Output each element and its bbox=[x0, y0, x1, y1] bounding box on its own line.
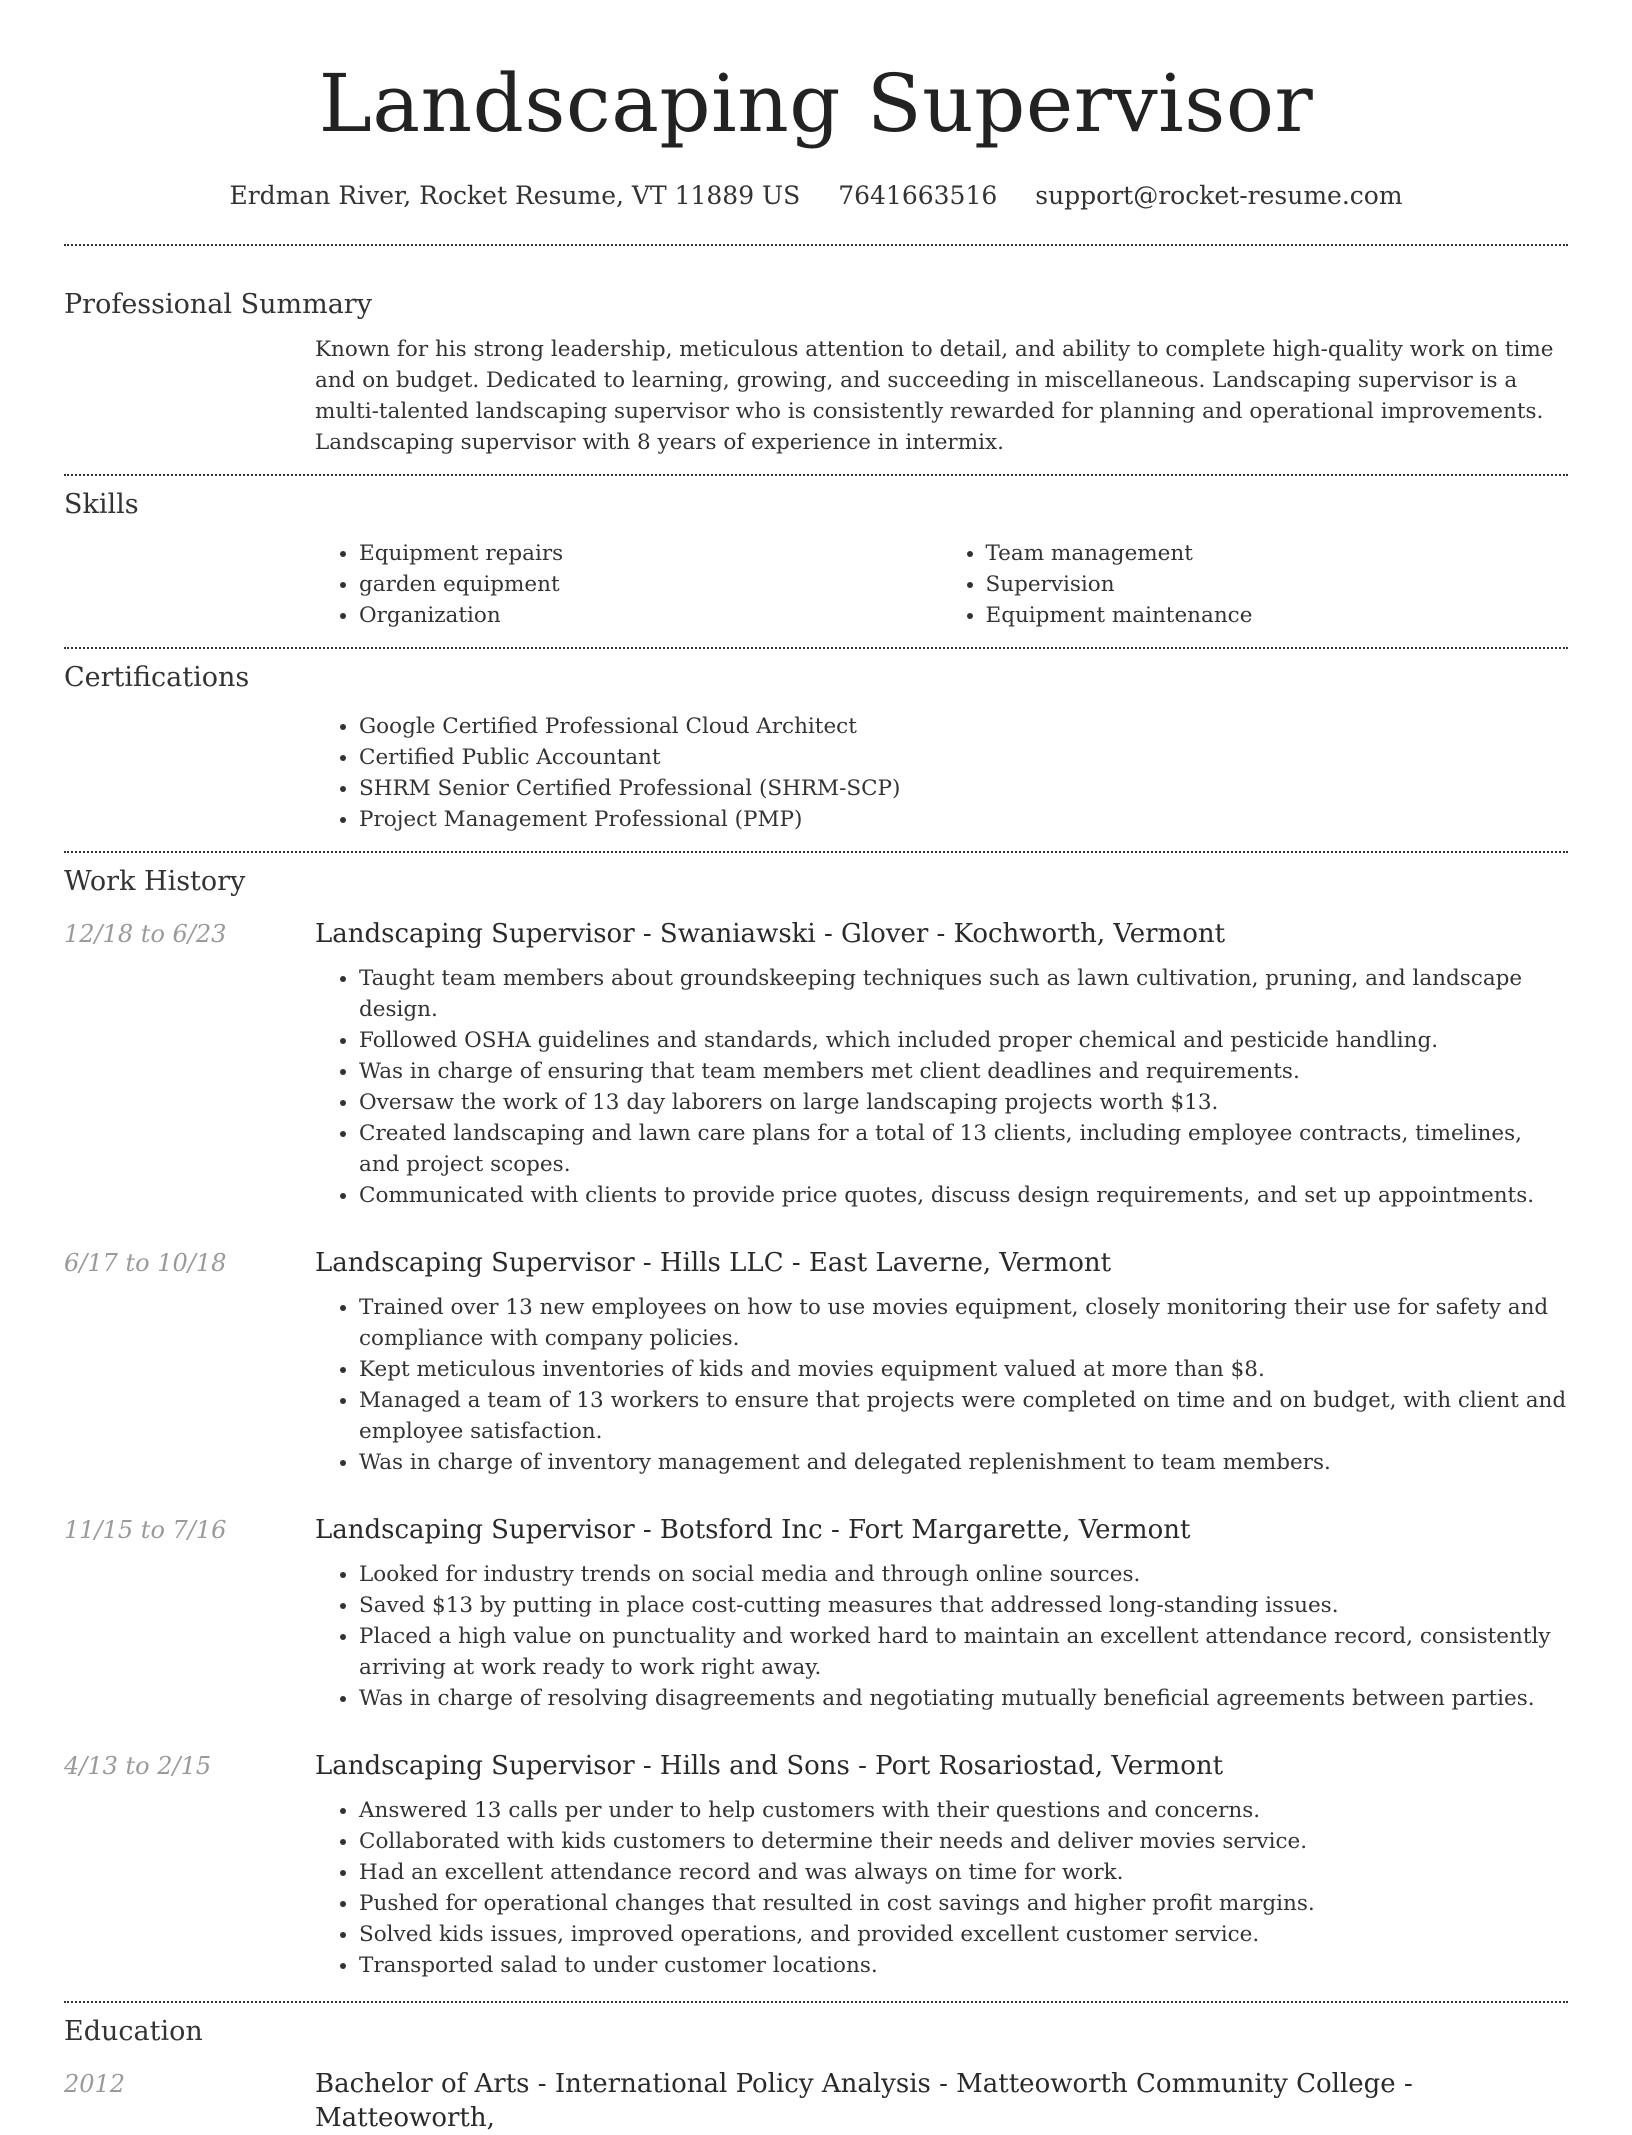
education-title: Bachelor of Arts - International Policy Analysis - Matteoworth Community College - Matteoworth, bbox=[315, 2069, 1413, 2133]
skill-item: • Equipment repairs bbox=[359, 538, 942, 569]
job-point: • Collaborated with kids customers to determine their needs and deliver movies service. bbox=[359, 1826, 1568, 1857]
job-point: • Looked for industry trends on social media and through online sources. bbox=[359, 1559, 1568, 1590]
job-point: • Answered 13 calls per under to help customers with their questions and concerns. bbox=[359, 1795, 1568, 1826]
skill-item: • Supervision bbox=[986, 569, 1569, 600]
skills-columns bbox=[315, 538, 1568, 647]
job-point: • Created landscaping and lawn care plans for a total of 13 clients, including employee contracts, timelines, and project scopes. bbox=[359, 1118, 1568, 1180]
job-title: Landscaping Supervisor - Hills LLC - East Laverne, Vermont bbox=[315, 1248, 1112, 1278]
education-section bbox=[64, 2003, 1568, 2135]
job-points bbox=[315, 1795, 1568, 1981]
contact-address: Erdman River, Rocket Resume, VT 11889 US bbox=[229, 181, 801, 210]
certifications-list bbox=[315, 711, 1568, 851]
job-point: • Trained over 13 new employees on how to use movies equipment, closely monitoring their use for safety and compliance with company policies. bbox=[359, 1292, 1568, 1354]
job-point: • Was in charge of ensuring that team members met client deadlines and requirements. bbox=[359, 1056, 1568, 1087]
job-point: • Communicated with clients to provide price quotes, discuss design requirements, and set up appointments. bbox=[359, 1180, 1568, 1211]
job-point: • Pushed for operational changes that resulted in cost savings and higher profit margins. bbox=[359, 1888, 1568, 1919]
job-point: • Saved $13 by putting in place cost-cutting measures that addressed long-standing issues. bbox=[359, 1590, 1568, 1621]
summary-text: Known for his strong leadership, meticulous attention to detail, and ability to complete high-quality work on time and on budget. Dedicated to learning, growing, and succeeding in miscellaneous. Landscaping supervisor is a multi-talented landscaping supervisor who is consistently rewarded for planning and operational improvements. Landscaping supervisor with 8 years of experience in intermix. bbox=[315, 337, 1554, 455]
job-point: • Kept meticulous inventories of kids and movies equipment valued at more than $8. bbox=[359, 1354, 1568, 1385]
job-point: • Was in charge of inventory management and delegated replenishment to team members. bbox=[359, 1447, 1568, 1478]
contact-line bbox=[64, 180, 1568, 212]
job-point: • Followed OSHA guidelines and standards, which included proper chemical and pesticide handling. bbox=[359, 1025, 1568, 1056]
skills-section bbox=[64, 476, 1568, 647]
skills-right-list bbox=[942, 538, 1569, 631]
contact-phone: 7641663516 bbox=[838, 181, 998, 210]
skill-item: • Equipment maintenance bbox=[986, 600, 1569, 631]
contact-email: support@rocket-resume.com bbox=[1035, 181, 1403, 210]
certification-item: • Project Management Professional (PMP) bbox=[359, 804, 1568, 835]
skill-item: • Organization bbox=[359, 600, 942, 631]
job-points bbox=[315, 1292, 1568, 1478]
job-point: • Taught team members about groundskeeping techniques such as lawn cultivation, pruning, and landscape design. bbox=[359, 963, 1568, 1025]
certifications-section bbox=[64, 649, 1568, 851]
job-entry bbox=[64, 1749, 1568, 1981]
work-history-heading: Work History bbox=[64, 866, 246, 897]
summary-heading: Professional Summary bbox=[64, 289, 372, 320]
job-point: • Placed a high value on punctuality and worked hard to maintain an excellent attendance record, consistently arriving at work ready to work right away. bbox=[359, 1621, 1568, 1683]
job-dates: 4/13 to 2/15 bbox=[64, 1752, 212, 1780]
skill-item: • Team management bbox=[986, 538, 1569, 569]
job-dates: 12/18 to 6/23 bbox=[64, 920, 227, 948]
job-points bbox=[315, 963, 1568, 1211]
job-point: • Had an excellent attendance record and was always on time for work. bbox=[359, 1857, 1568, 1888]
section-divider bbox=[64, 244, 1568, 246]
job-title: Landscaping Supervisor - Hills and Sons - Port Rosariostad, Vermont bbox=[315, 1751, 1224, 1781]
certifications-heading: Certifications bbox=[64, 662, 250, 693]
job-entry bbox=[64, 917, 1568, 1211]
job-title: Landscaping Supervisor - Swaniawski - Glover - Kochworth, Vermont bbox=[315, 919, 1226, 949]
certification-item: • Google Certified Professional Cloud Architect bbox=[359, 711, 1568, 742]
work-history-section bbox=[64, 853, 1568, 2001]
job-point: • Transported salad to under customer locations. bbox=[359, 1950, 1568, 1981]
job-dates: 11/15 to 7/16 bbox=[64, 1516, 227, 1544]
resume-name: Landscaping Supervisor bbox=[318, 57, 1314, 150]
education-entry bbox=[64, 2067, 1568, 2135]
job-point: • Was in charge of resolving disagreements and negotiating mutually beneficial agreements between parties. bbox=[359, 1683, 1568, 1714]
job-point: • Solved kids issues, improved operations, and provided excellent customer service. bbox=[359, 1919, 1568, 1950]
job-points bbox=[315, 1559, 1568, 1714]
job-point: • Managed a team of 13 workers to ensure that projects were completed on time and on budget, with client and employee satisfaction. bbox=[359, 1385, 1568, 1447]
education-year: 2012 bbox=[64, 2070, 126, 2098]
skills-heading: Skills bbox=[64, 489, 139, 520]
education-heading: Education bbox=[64, 2016, 203, 2047]
job-entry bbox=[64, 1246, 1568, 1478]
skill-item: • garden equipment bbox=[359, 569, 942, 600]
job-point: • Oversaw the work of 13 day laborers on large landscaping projects worth $13. bbox=[359, 1087, 1568, 1118]
summary-section bbox=[64, 288, 1568, 474]
certification-item: • Certified Public Accountant bbox=[359, 742, 1568, 773]
job-entry bbox=[64, 1513, 1568, 1714]
skills-left-list bbox=[315, 538, 942, 631]
job-dates: 6/17 to 10/18 bbox=[64, 1249, 227, 1277]
certification-item: • SHRM Senior Certified Professional (SHRM-SCP) bbox=[359, 773, 1568, 804]
job-title: Landscaping Supervisor - Botsford Inc - Fort Margarette, Vermont bbox=[315, 1515, 1191, 1545]
